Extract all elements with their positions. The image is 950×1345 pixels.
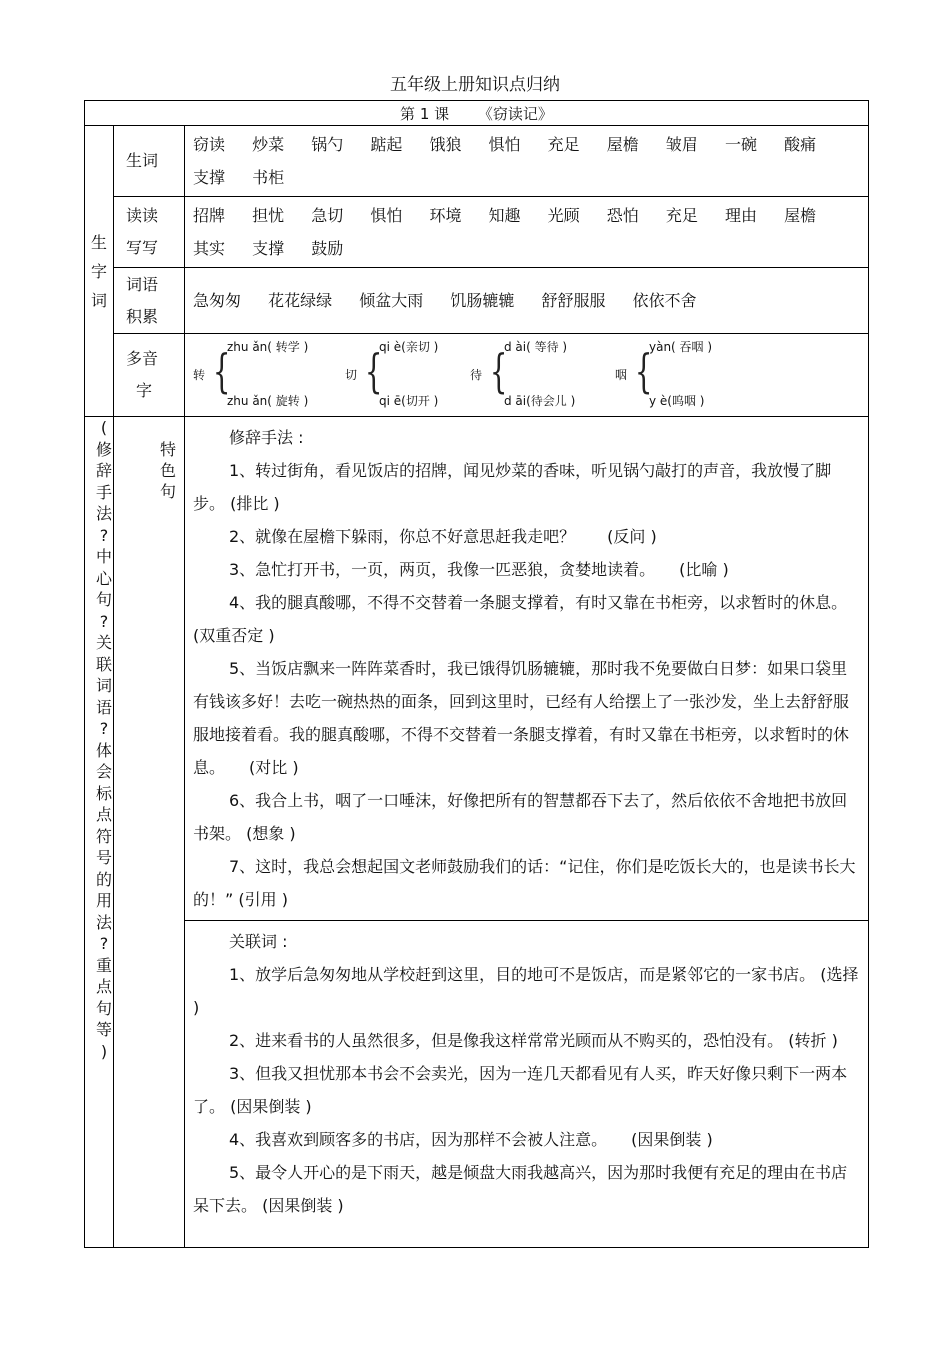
polyphone-char: 待 [470,368,483,382]
group2-label-char: 号 [95,848,112,867]
vocab-word: 知趣 [488,206,521,225]
vocab-word: 窃读 [193,135,226,154]
conjunction-sentence: 1、放学后急匆匆地从学校赶到这里，目的地可不是饭店，而是紧邻它的一家书店。 (选择 ) [193,965,859,1017]
label-tese [114,417,185,1248]
conjunction-sentence: 3、但我又担忧那本书会不会卖光，因为一连几天都看见有人买，昨天好像只剩下一两本了。 (因果倒装 ) [193,1064,848,1116]
label-duoyin-line2: 字 [136,381,153,400]
vocab-word: 担忧 [252,206,285,225]
conjunction-sentence: 2、进来看书的人虽然很多，但是像我这样常常光顾而从不购买的，恐怕没有。 (转折 ) [229,1031,838,1050]
label-ciyu-line2: 积累 [126,306,159,326]
group2-label-char: ? [99,934,109,953]
label-ciyu [114,268,185,334]
polyphone-reading-bottom: d āi(待会儿 ) [504,394,576,408]
vocab-word: 饥肠辘辘 [450,291,515,310]
shengci-words [185,126,869,197]
lesson-header [85,101,869,126]
group2-label-char: 句 [95,590,112,609]
group2-label-char: ? [99,611,109,631]
group2-label-char: 法 [95,504,112,523]
vocab-word: 急匆匆 [193,291,242,310]
rhetoric-sentence: 6、我合上书，咽了一口唾沫，好像把所有的智慧都吞下去了，然后依依不舍地把书放回书架。 (想象 ) [193,791,848,843]
rhetoric-section [185,417,869,921]
vocab-word: 依依不舍 [632,291,697,310]
vocab-word: 其实 [193,239,226,258]
group2-label-char: 标 [95,783,112,803]
vocab-word: 舒舒服服 [541,291,606,310]
vocab-word: 屋檐 [606,135,639,154]
vocab-word: 踮起 [370,135,403,154]
group1-label-char: 字 [90,261,107,281]
label-shengci: 生词 [114,126,185,197]
tese-label [158,439,178,502]
vocab-word: 炒菜 [252,135,285,154]
polyphone-reading-bottom: y è(呜咽 ) [649,394,705,408]
vocab-word: 皱眉 [665,135,698,154]
group2-label-char: 中 [95,547,112,566]
rhetoric-sentence: 2、就像在屋檐下躲雨，你总不好意思赶我走吧？ (反问 ) [229,527,657,546]
group2-label-char: ) [100,1041,108,1061]
polyphone-reading-top: d ài( 等待 ) [504,340,568,354]
group2-label-char: 点 [95,977,112,996]
vocab-word: 支撑 [252,239,285,258]
vocab-word: 环境 [429,206,462,225]
tese-label-char: 色 [159,461,176,480]
polyphone-reading-top: qi è(亲切 ) [379,340,439,354]
vocab-word: 倾盆大雨 [359,291,424,310]
rhetoric-sentence: 4、我的腿真酸哪，不得不交替着一条腿支撑着，有时又靠在书柜旁，以求暂时的休息。 (双重否定 ) [193,593,848,645]
group2-label-char: 等 [95,1020,112,1039]
vocab-word: 急切 [311,206,344,225]
rhetoric-sentence: 1、转过街角，看见饭店的招牌，闻见炒菜的香味，听见锅勺敲打的声音，我放慢了脚步。 (排比 ) [193,461,832,513]
group2-label-char: ? [99,719,109,738]
vocab-word: 光顾 [547,206,580,225]
group2-label-char: ( [100,418,108,437]
group2-label-char: 句 [95,998,112,1018]
label-ciyu-line1: 词语 [126,274,159,294]
group2-label-char: 语 [95,697,112,717]
conjunction-sentence: 5、最令人开心的是下雨天，越是倾盘大雨我越高兴，因为那时我便有充足的理由在书店呆下去。 (因果倒装 ) [193,1163,848,1215]
rhetoric-sentence: 3、急忙打开书，一页，两页，我像一匹恶狼，贪婪地读着。 (比喻 ) [229,560,729,579]
conjunction-section [185,921,869,1248]
group-label-shengzici [85,126,114,417]
group1-label [85,228,113,315]
group2-label-char: 的 [95,869,112,889]
rhetoric-heading: 修辞手法 : [229,428,304,447]
group2-label-char: 词 [95,676,112,695]
vocab-word: 花花绿绿 [268,291,333,310]
vocab-word: 酸痛 [784,135,817,154]
lesson-title: 《窃读记》 [477,104,553,123]
group1-label-char: 生 [90,232,107,252]
vocab-word: 充足 [665,206,698,225]
group2-label-char: 会 [95,762,112,781]
group2-label-char: 心 [95,568,112,588]
polyphone-reading-top: yàn( 吞咽 ) [649,340,713,354]
conjunction-sentence: 4、我喜欢到顾客多的书店，因为那样不会被人注意。 (因果倒装 ) [229,1130,713,1149]
conjunction-list [193,958,860,1222]
vocab-word: 锅勺 [311,135,344,154]
polyphone-char: 切 [345,368,358,382]
vocab-word: 招牌 [193,206,226,225]
vocab-word: 支撑 [193,168,226,187]
vocab-word: 屋檐 [784,206,817,225]
group2-label-char: 符 [95,826,112,846]
brace-icon: { [489,344,508,398]
tese-label-char: 句 [159,482,176,501]
brace-icon: { [364,344,383,398]
group2-label-char: 联 [95,654,112,674]
vocab-word: 惧怕 [370,206,403,225]
rhetoric-sentence: 7、这时，我总会想起国文老师鼓励我们的话：“记住，你们是吃饭长大的，也是读书长大的！” (引用 ) [193,857,856,909]
vocab-word: 一碗 [724,135,757,154]
label-dudu [114,197,185,268]
polyphone-char: 转 [193,368,206,382]
group2-label-char: ? [99,525,109,545]
polyphone-char: 咽 [615,368,628,382]
group1-label-char: 词 [90,290,107,310]
polyphone-reading-bottom: zhu ǎn( 旋转 ) [227,394,309,408]
group-label-sentences [85,417,114,1248]
polyphone-cell [185,334,869,417]
group2-label-char: 手 [95,482,112,502]
vocab-word: 饿狼 [429,135,462,154]
brace-icon: { [212,344,231,398]
group2-label-char: 法 [95,912,112,932]
group2-label-char: 重 [95,955,112,975]
knowledge-table [84,100,869,1248]
brace-icon: { [634,344,653,398]
tese-label-char: 特 [159,440,176,459]
vocab-word: 鼓励 [311,239,344,258]
group2-label-char: 体 [95,740,112,760]
vocab-word: 书柜 [252,168,285,187]
label-duoyin-line1: 多音 [126,349,159,368]
dudu-words [185,197,869,268]
label-dudu-line1: 读读 [126,206,159,225]
group2-label-char: 修 [95,439,112,459]
vocab-word: 惧怕 [488,135,521,154]
rhetoric-sentence: 5、当饭店飘来一阵阵菜香时，我已饿得饥肠辘辘，那时我不免要做白日梦：如果口袋里有钱该多好！去吃一碗热热的面条，回到这里时，已经有人给摆上了一张沙发，坐上去舒舒服服地接着看。我的腿真酸哪，不得不交替着一条腿支撑着，有时又靠在书柜旁，以求暂时的休息。 (对比 ) [193,659,850,777]
polyphone-reading-top: zhu ǎn( 转学 ) [227,340,309,354]
group2-label-char: 点 [95,805,112,824]
ciyu-words [185,268,869,334]
group2-label [93,417,115,1062]
label-dudu-line2: 写写 [126,238,159,257]
polyphone-reading-bottom: qi ē(切开 ) [379,394,439,408]
conjunction-heading: 关联词 : [229,932,288,951]
group2-label-char: 辞 [95,461,112,480]
rhetoric-list [193,454,860,916]
vocab-word: 恐怕 [606,206,639,225]
lesson-number: 第 1 课 [400,104,450,123]
label-duoyin [114,334,185,417]
vocab-word: 理由 [724,206,757,225]
vocab-word: 充足 [547,135,580,154]
document-title: 五年级上册知识点归纳 [390,75,560,95]
group2-label-char: 关 [95,633,112,652]
group2-label-char: 用 [95,891,112,910]
